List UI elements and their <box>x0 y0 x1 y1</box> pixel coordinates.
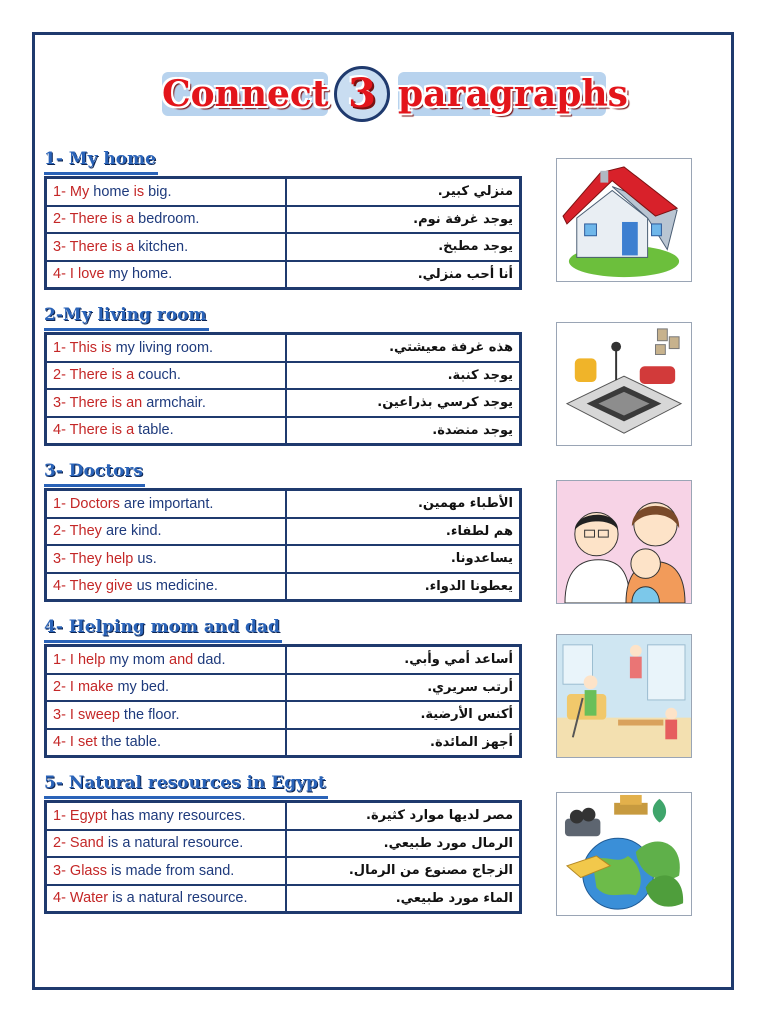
sentence-segment: 2- There is a <box>53 211 139 228</box>
sentence-segment: the <box>123 706 149 723</box>
sentence-segment: 3- There is a <box>53 238 139 255</box>
table-row <box>46 674 521 702</box>
sentence-segment: and <box>169 651 198 668</box>
sentence-segment: big. <box>148 183 172 200</box>
sentence-segment: sand. <box>198 862 235 879</box>
table-row <box>46 830 521 858</box>
sentence-segment: 2- I make <box>53 679 118 696</box>
arabic-translation: هم لطفاء. <box>286 518 521 546</box>
english-sentence <box>46 701 287 729</box>
arabic-translation: مصر لديها موارد كثيرة. <box>286 802 521 830</box>
sentence-segment: home <box>93 183 134 200</box>
sentence-segment: resource. <box>187 890 248 907</box>
sentence-segment: 2- There is a <box>53 367 139 384</box>
arabic-translation: أكنس الأرضية. <box>286 701 521 729</box>
house-icon <box>557 159 691 281</box>
arabic-translation: يوجد غرفة نوم. <box>286 206 521 234</box>
sentence-segment: kind. <box>130 523 162 540</box>
table-row <box>46 178 521 206</box>
arabic-translation: يساعدونا. <box>286 545 521 573</box>
english-sentence <box>46 490 287 518</box>
sentence-segment: 4- Water <box>53 890 113 907</box>
table-row <box>46 646 521 674</box>
table-row <box>46 206 521 234</box>
english-sentence <box>46 417 287 445</box>
table-row <box>46 261 521 289</box>
table-row <box>46 233 521 261</box>
table-row <box>46 334 521 362</box>
sentence-table <box>44 176 522 290</box>
title-word-connect: Connect <box>162 73 329 115</box>
sentence-segment: 3- They help <box>53 550 138 567</box>
sentence-table <box>44 800 522 914</box>
family-chores-icon <box>557 635 691 757</box>
table-row <box>46 490 521 518</box>
sentence-segment: table. <box>125 734 162 751</box>
sentence-segment: resources. <box>177 807 246 824</box>
family-chores-illustration <box>556 634 692 758</box>
arabic-translation: منزلي كبير. <box>286 178 521 206</box>
sentence-segment: is made from <box>111 862 199 879</box>
section-heading: 2-My living room <box>44 302 209 331</box>
sentence-segment: is a natural <box>112 890 188 907</box>
sentence-table <box>44 488 522 602</box>
table-row <box>46 518 521 546</box>
arabic-translation: أجهز المائدة. <box>286 729 521 757</box>
arabic-translation: الأطباء مهمين. <box>286 490 521 518</box>
sentence-segment: 3- There is an <box>53 394 147 411</box>
sentence-segment: table. <box>138 422 174 439</box>
title-left-pill <box>162 72 328 116</box>
table-row <box>46 857 521 885</box>
english-sentence <box>46 362 287 390</box>
english-sentence <box>46 206 287 234</box>
sentence-segment: 1- This is <box>53 339 116 356</box>
english-sentence <box>46 178 287 206</box>
sentence-segment: home. <box>131 266 173 283</box>
sentence-segment: my <box>108 266 132 283</box>
house-illustration <box>556 158 692 282</box>
table-row <box>46 389 521 417</box>
sentence-segment: armchair. <box>146 394 206 411</box>
natural-resources-illustration <box>556 792 692 916</box>
english-sentence <box>46 857 287 885</box>
sentence-segment: us <box>136 578 156 595</box>
table-row <box>46 802 521 830</box>
sentence-segment: 4- There is a <box>53 422 139 439</box>
sentence-segment: 4- They give <box>53 578 137 595</box>
section-heading: 5- Natural resources in Egypt <box>44 770 328 799</box>
section-heading: 4- Helping mom and dad <box>44 614 282 643</box>
english-sentence <box>46 646 287 674</box>
sentence-segment: are <box>123 495 149 512</box>
living-room-illustration <box>556 322 692 446</box>
sentence-segment: kitchen. <box>138 238 189 255</box>
title-word-paragraphs: paragraphs <box>398 73 628 115</box>
arabic-translation: يعطونا الدواء. <box>286 573 521 601</box>
sentence-segment: bedroom. <box>138 211 200 228</box>
sentence-segment: mom <box>132 651 170 668</box>
table-row <box>46 362 521 390</box>
sentence-segment: has many <box>111 807 178 824</box>
sentence-segment: 1- Doctors <box>53 495 124 512</box>
sentence-table <box>44 332 522 446</box>
sentence-segment: couch. <box>138 367 181 384</box>
english-sentence <box>46 334 287 362</box>
sentence-segment: 1- Egypt <box>53 807 112 824</box>
sentence-segment: 2- Sand <box>53 835 108 852</box>
title-number-badge: 3 <box>334 66 390 122</box>
sentence-segment: is <box>133 183 149 200</box>
arabic-translation: أنا أحب منزلي. <box>286 261 521 289</box>
sentence-segment: floor. <box>148 706 180 723</box>
english-sentence <box>46 389 287 417</box>
sentence-segment: my <box>117 679 141 696</box>
sentence-segment: living room. <box>138 339 214 356</box>
sentence-segment: important. <box>148 495 214 512</box>
sentence-segment: my <box>109 651 133 668</box>
sentence-segment: dad. <box>197 651 226 668</box>
table-row <box>46 701 521 729</box>
english-sentence <box>46 729 287 757</box>
english-sentence <box>46 802 287 830</box>
doctor-illustration <box>556 480 692 604</box>
sentence-segment: 4- I set <box>53 734 102 751</box>
table-row <box>46 885 521 913</box>
table-row <box>46 573 521 601</box>
sentence-segment: the <box>101 734 126 751</box>
sentence-table <box>44 644 522 758</box>
arabic-translation: يوجد كرسي بذراعين. <box>286 389 521 417</box>
natural-resources-icon <box>557 793 691 915</box>
living-room-icon <box>557 323 691 445</box>
arabic-translation: يوجد مطبخ. <box>286 233 521 261</box>
arabic-translation: الزجاج مصنوع من الرمال. <box>286 857 521 885</box>
sentence-segment: medicine. <box>155 578 218 595</box>
table-row <box>46 729 521 757</box>
section-heading: 1- My home <box>44 146 158 175</box>
english-sentence <box>46 233 287 261</box>
english-sentence <box>46 674 287 702</box>
sentence-segment: 2- They <box>53 523 106 540</box>
arabic-translation: أرتب سريري. <box>286 674 521 702</box>
arabic-translation: الماء مورد طبيعي. <box>286 885 521 913</box>
english-sentence <box>46 545 287 573</box>
sentence-segment: 1- I help <box>53 651 110 668</box>
english-sentence <box>46 518 287 546</box>
sentence-segment: is a natural <box>107 835 183 852</box>
arabic-translation: الرمال مورد طبيعي. <box>286 830 521 858</box>
section-heading: 3- Doctors <box>44 458 145 487</box>
arabic-translation: يوجد منضدة. <box>286 417 521 445</box>
title-right-pill <box>398 72 628 116</box>
arabic-translation: هذه غرفة معيشتي. <box>286 334 521 362</box>
english-sentence <box>46 830 287 858</box>
sentence-segment: us. <box>137 550 157 567</box>
english-sentence <box>46 573 287 601</box>
sentence-segment: 1- My <box>53 183 94 200</box>
arabic-translation: أساعد أمي وأبي. <box>286 646 521 674</box>
arabic-translation: يوجد كنبة. <box>286 362 521 390</box>
sentence-segment: my <box>115 339 139 356</box>
table-row <box>46 545 521 573</box>
sentence-segment: are <box>105 523 131 540</box>
english-sentence <box>46 261 287 289</box>
sentence-segment: resource. <box>182 835 244 852</box>
sentence-segment: bed. <box>140 679 170 696</box>
worksheet-title <box>162 66 628 124</box>
english-sentence <box>46 885 287 913</box>
sentence-segment: 3- I sweep <box>53 706 124 723</box>
sentence-segment: 3- Glass <box>53 862 112 879</box>
sentence-segment: 4- I love <box>53 266 109 283</box>
table-row <box>46 417 521 445</box>
doctor-icon <box>557 481 691 603</box>
